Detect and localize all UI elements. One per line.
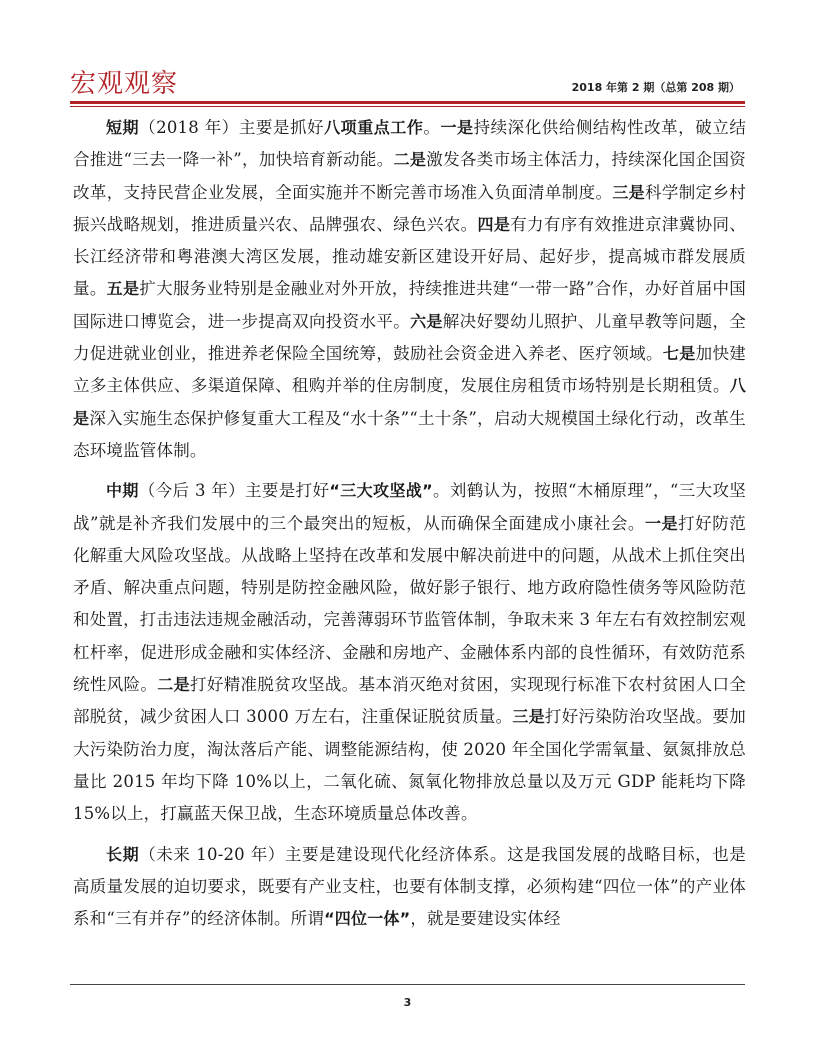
body-text: （今后 3 年）主要是打好 [138, 481, 330, 501]
emphasis-text: 短期 [106, 118, 140, 137]
emphasis-text: 六是 [410, 311, 443, 331]
body-text: 持续深化供给侧结构性改革，破立结合推进“三去一降一补”，加快培育新动能。 [73, 118, 747, 170]
emphasis-text: 八是 [73, 376, 746, 428]
header-divider [70, 101, 745, 107]
emphasis-text: 七是 [662, 344, 696, 364]
emphasis-text: “三大攻坚战” [329, 481, 433, 501]
footer-divider [70, 984, 745, 985]
body-text: 。刘鹤认为，按照“木桶原理”，“三大攻坚战”就是补齐我们发展中的三个最突出的短板，从而确保全面建成小康社会。 [73, 481, 747, 533]
emphasis-text: 三是 [612, 182, 646, 202]
body-text: 激发各类市场主体活力，持续深化国企国资改革，支持民营企业发展，全面实施并不断完善市场准入负面清单制度。 [73, 150, 746, 202]
body-text: 。 [423, 118, 441, 137]
body-text: ，就是要建设实体经 [410, 909, 561, 929]
emphasis-text: 一是 [644, 513, 679, 533]
paragraph-mid-term [73, 475, 746, 830]
paragraph-long-term [73, 839, 746, 936]
body-text: （2018 年）主要是抓好 [139, 118, 325, 137]
emphasis-text: 三是 [512, 707, 545, 727]
page-number: 3 [403, 996, 412, 1009]
emphasis-text: “四位一体” [324, 909, 411, 929]
body-text: 科学制定乡村振兴战略规划，推进质量兴农、品牌强农、绿色兴农。 [73, 182, 746, 234]
body-text: 打好污染防治攻坚战。要加大污染防治力度，淘汰落后产能、调整能源结构，使 2020 年全国化学需氧量、氨氮排放总量比 2015 年均下降 10%以上，二氧化硫、氮氧化物排放总量以及万元 GDP 能耗均下降 15%以上，打赢蓝天保卫战，生态环境质量总体改善。 [73, 707, 747, 824]
emphasis-text: 二是 [157, 675, 190, 695]
emphasis-text: 中期 [106, 481, 139, 501]
emphasis-text: 一是 [440, 118, 474, 137]
body-text: 扩大服务业特别是金融业对外开放，持续推进共建“一带一路”合作，办好首届中国国际进口博览会，进一步提高双向投资水平。 [73, 279, 746, 331]
emphasis-text: 五是 [106, 279, 140, 299]
issue-number: 2018 年第 2 期（总第 208 期） [571, 81, 740, 94]
body-text: （未来 10-20 年）主要是建设现代化经济体系。这是我国发展的战略目标，也是高质量发展的迫切要求，既要有产业支柱，也要有体制支撑，必须构建“四位一体”的产业体系和“三有并存”的经济体制。所谓 [73, 844, 746, 929]
article-body [73, 112, 746, 943]
emphasis-text: 二是 [393, 150, 427, 170]
body-text: 深入实施生态保护修复重大工程及“水十条”“土十条”，启动大规模国土绿化行动，改革生态环境监管体制。 [73, 408, 746, 460]
body-text: 加快建立多主体供应、多渠道保障、租购并举的住房制度，发展住房租赁市场特别是长期租赁。 [73, 344, 747, 396]
body-text: 有力有序有效推进京津冀协同、长江经济带和粤港澳大湾区发展，推动雄安新区建设开好局、起好步，提高城市群发展质量。 [73, 214, 746, 299]
body-text: 打好防范化解重大风险攻坚战。从战略上坚持在改革和发展中解决前进中的问题，从战术上抓住突出矛盾、解决重点问题，特别是防控金融风险，做好影子银行、地方政府隐性债务等风险防范和处置，打击违法违规金融活动，完善薄弱环节监管体制，争取未来 3 年左右有效控制宏观杠杆率，促进形成金融和实体经济、金融和房地产、金融体系内部的良性循环，有效防范系统性风险。 [73, 513, 746, 695]
body-text: 解决好婴幼儿照护、儿童早教等问题，全力促进就业创业，推进养老保险全国统筹，鼓励社会资金进入养老、医疗领域。 [73, 311, 747, 364]
body-text: 打好精准脱贫攻坚战。基本消灭绝对贫困，实现现行标准下农村贫困人口全部脱贫，减少贫困人口 3000 万左右，注重保证脱贫质量。 [73, 675, 747, 727]
emphasis-text: 八项重点工作 [324, 118, 424, 137]
emphasis-text: 四是 [477, 214, 511, 234]
publication-title: 宏观观察 [70, 69, 179, 99]
paragraph-short-term [73, 112, 746, 467]
emphasis-text: 长期 [106, 844, 140, 864]
